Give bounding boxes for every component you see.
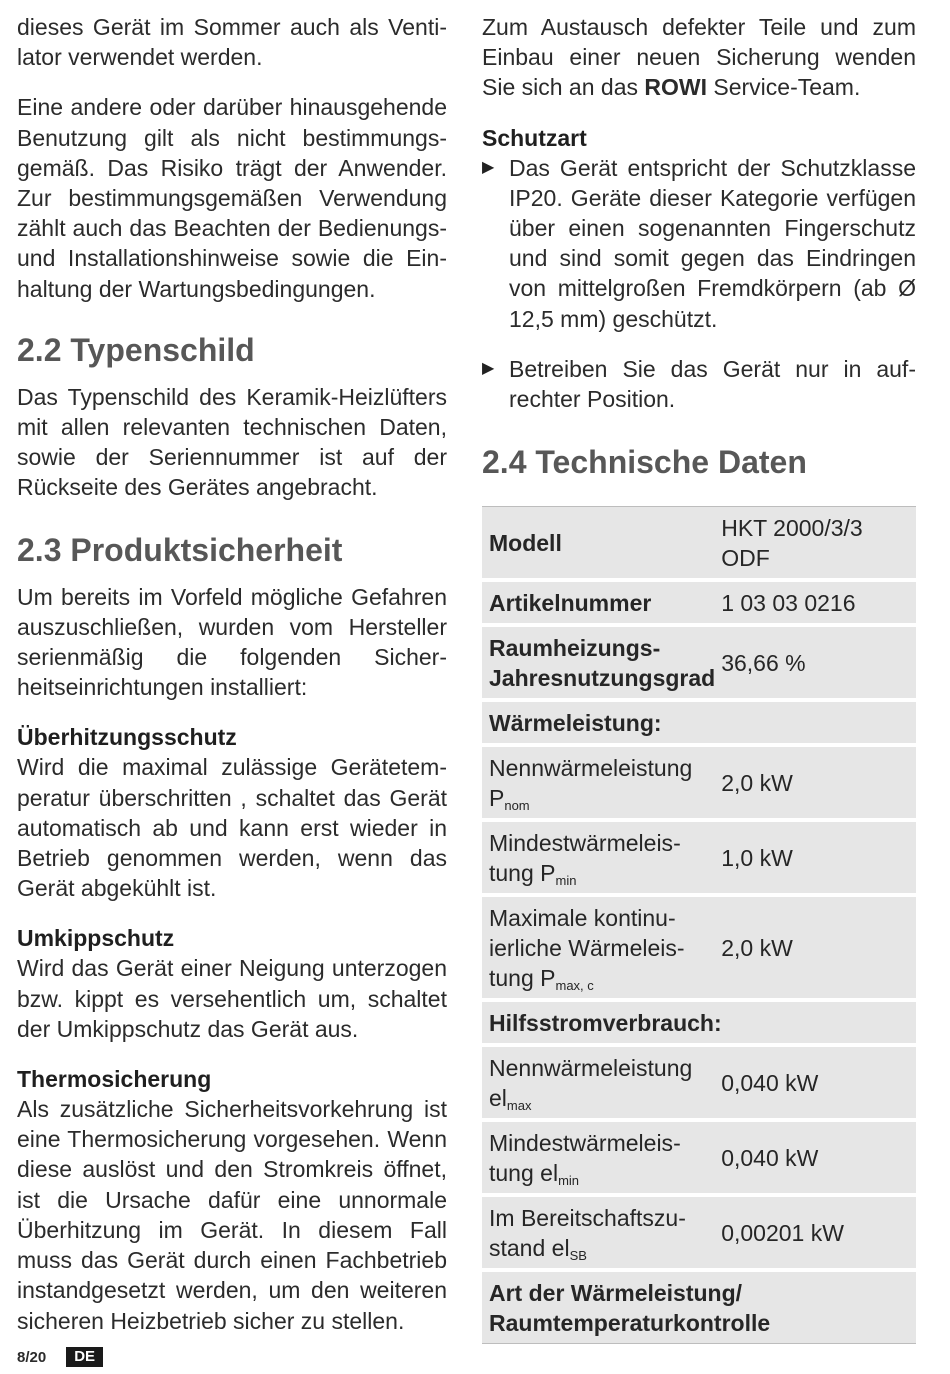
right-column [482,12,916,1348]
usage-paragraph: Eine andere oder darüber hinausgehende Benutzung gilt als nicht bestimmungsgemäß. Das Risiko trägt der Anwender. Zur bestimmungsgemäßen Verwendung zählt auch das Beachten der Bedienungs- und Installationshinweise sowie die Einhaltung der Wartungsbedingungen. [17,94,447,302]
bullet-position [482,354,916,414]
cell-value: 1,0 kW [719,822,916,893]
cell-value: HKT 2000/3/3 ODF [719,506,916,578]
heading-schutzart: Schutzart [482,124,587,151]
left-column [17,12,447,1336]
cell-value: 1 03 03 0216 [719,582,916,623]
bullet-schutzklasse-text: Das Gerät entspricht der Schutzklasse IP20. Geräte dieser Kategorie verfügen über einen sogenannten Fingerschutz und sind somit gegen das Eindringen von mittelgroßen Fremdkörpern (ab Ø 12,5 mm) geschützt. [509,154,916,332]
intro-paragraph-end: dieses Gerät im Sommer auch als Ventilator verwendet werden. [17,14,447,71]
table-row-modell [482,506,916,578]
cell-label: Im Bereitschaftszustand $el_{SB}$ [482,1197,719,1268]
typenschild-paragraph: Das Typenschild des Keramik-Heizlüfters mit allen relevanten technischen Daten, sowie der Seriennummer ist auf der Rückseite des Gerätes angebracht. [17,383,447,501]
table-row-waermeleistung-heading [482,702,916,743]
cell-label: Mindestwärmeleistung $el_{min}$ [482,1122,719,1193]
language-badge: DE [66,1347,103,1367]
heading-produktsicherheit: 2.3 Produktsicherheit [17,531,343,568]
section-heading: Wärmeleistung: [482,702,916,743]
table-row-nennwaermeleistung [482,747,916,818]
table-row-el-nenn [482,1047,916,1118]
heading-technische-daten: 2.4 Technische Daten [482,444,807,481]
section-heading: Hilfsstromverbrauch: [482,1002,916,1043]
cell-value: 0,00201 kW [719,1197,916,1268]
ueberhitzungsschutz-paragraph: Wird die maximal zulässige Gerätetemperatur überschritten , schaltet das Gerät automatisch ab und kann erst wieder in Betrieb genommen werden, wenn das Gerät abgekühlt ist. [17,754,447,902]
table-row-artikelnummer [482,582,916,623]
table-row-mindestwaermeleistung [482,822,916,893]
bullet-position-text: Betreiben Sie das Gerät nur in aufrechter Position. [509,355,916,413]
table-row-hilfsstrom-heading [482,1002,916,1043]
cell-label: Maximale kontinuierliche Wärmeleistung $P_{max, c}$ [482,897,719,998]
service-paragraph [482,12,916,103]
heading-umkippschutz: Umkippschutz [17,925,175,952]
cell-label: Artikelnummer [482,582,719,623]
cell-label: Nennwärmeleistung $el_{max}$ [482,1047,719,1118]
umkippschutz-paragraph: Wird das Gerät einer Neigung unterzogen bzw. kippt es versehentlich um, schaltet der Umkippschutz das Gerät aus. [17,955,447,1042]
cell-label: Raumheizungs-Jahresnutzungsgrad [482,627,719,698]
heading-ueberhitzungsschutz: Überhitzungsschutz [17,724,237,751]
page-number: 8/20 [17,1348,47,1366]
cell-label: Modell [482,506,719,578]
service-text-a: Zum Austausch defekter Teile und zum Einbau einer neuen Sicherung wenden Sie sich an das [482,14,916,101]
triangle-bullet-icon: ▶ [482,359,495,377]
cell-value: 0,040 kW [719,1122,916,1193]
page-footer [17,1347,103,1367]
bullet-schutzklasse [482,153,916,334]
cell-value: 2,0 kW [719,897,916,998]
technical-data-table [482,502,916,1348]
triangle-bullet-icon: ▶ [482,158,495,176]
cell-label: Nennwärmeleistung $P_{nom}$ [482,747,719,818]
table-row-el-mind [482,1122,916,1193]
cell-value: 2,0 kW [719,747,916,818]
produktsicherheit-paragraph: Um bereits im Vorfeld mögliche Gefahren auszuschließen, wurden vom Hersteller serienmäßig die folgenden Sicherheitseinrichtungen installiert: [17,583,447,701]
table-row-jahresnutzungsgrad [482,627,916,698]
brand-rowi: ROWI [644,74,707,101]
table-row-el-sb [482,1197,916,1268]
table-row-art-heading [482,1272,916,1344]
heading-thermosicherung: Thermosicherung [17,1066,212,1093]
cell-value: 0,040 kW [719,1047,916,1118]
table-row-max-waermeleistung [482,897,916,998]
service-text-b: Service-Team. [706,74,861,101]
cell-value: 36,66 % [719,627,916,698]
cell-label: Mindestwärmeleistung $P_{min}$ [482,822,719,893]
section-heading: Art der Wärmeleistung/ Raumtemperaturkontrolle [482,1272,916,1344]
thermosicherung-paragraph: Als zusätzliche Sicherheitsvorkehrung ist eine Thermosicherung vorgesehen. Wenn diese auslöst und den Stromkreis öffnet, ist die Ursache dafür eine unnormale Überhitzung im Gerät. In diesem Fall muss das Gerät durch einen Fachbetrieb instandgesetzt werden, um den weiteren sicheren Heizbetrieb sicher zu stellen. [17,1096,447,1334]
heading-typenschild: 2.2 Typenschild [17,331,255,368]
